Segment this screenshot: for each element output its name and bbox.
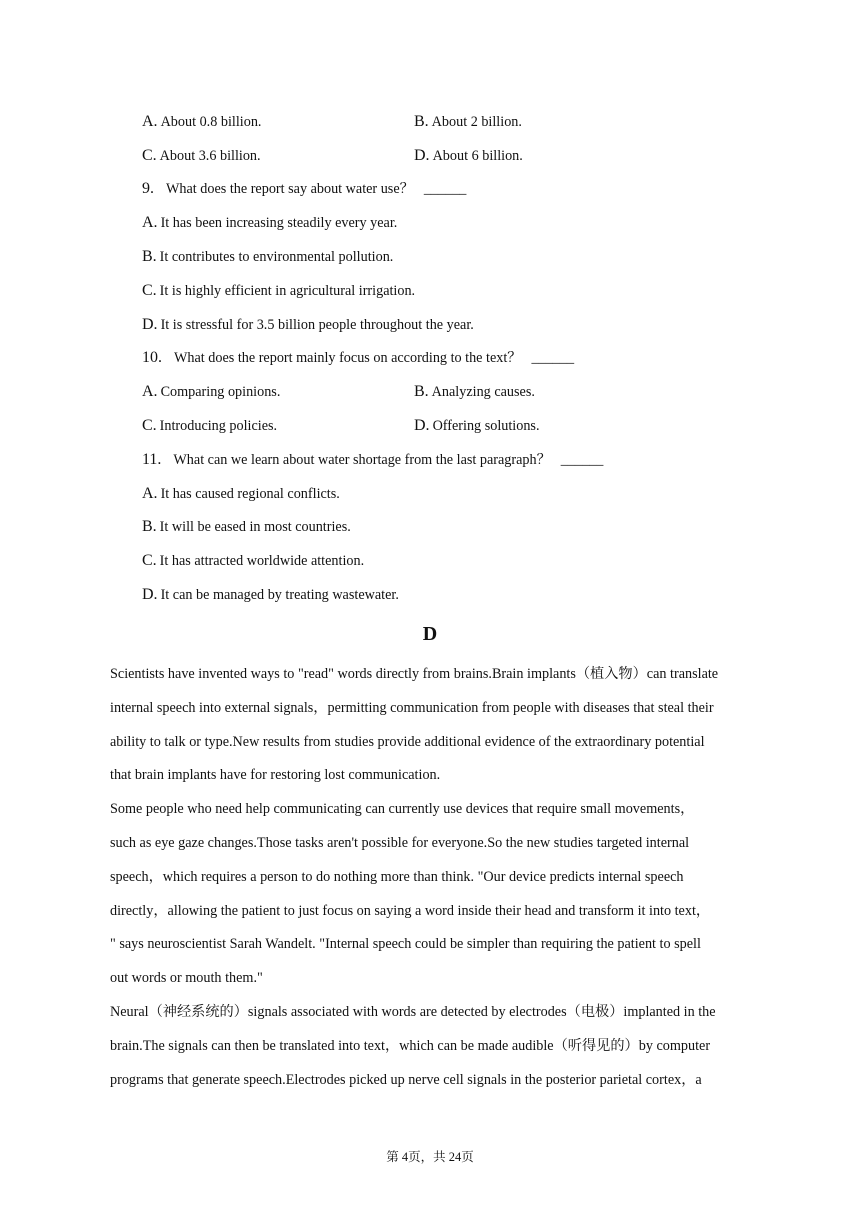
option-letter: B. <box>414 383 429 400</box>
q10-option-a <box>142 383 280 401</box>
q10-option-d <box>414 417 540 435</box>
option-letter: B. <box>414 113 429 130</box>
passage-line: out words or mouth them." <box>110 970 263 986</box>
q11-option-b <box>142 518 351 536</box>
option-text: About 0.8 billion. <box>160 114 262 130</box>
passage-line: internal speech into external signals，permitting communication from people with diseases that steal their <box>110 700 714 716</box>
answer-blank[interactable]: ______ <box>423 181 467 197</box>
passage-line: programs that generate speech.Electrodes picked up nerve cell signals in the posterior parietal cortex，a <box>110 1072 702 1088</box>
question-number: 10. <box>142 349 162 366</box>
option-text: About 6 billion. <box>432 148 523 164</box>
section-heading: D <box>422 623 438 645</box>
option-letter: D. <box>414 147 430 164</box>
question-9-stem <box>142 180 466 198</box>
option-letter: D. <box>142 586 158 603</box>
answer-blank[interactable]: ______ <box>560 452 604 468</box>
option-text: About 2 billion. <box>431 114 522 130</box>
option-letter: A. <box>142 214 158 231</box>
passage-line: Some people who need help communicating can currently use devices that require small movements， <box>110 801 695 817</box>
option-text: It has been increasing steadily every year. <box>160 215 398 231</box>
option-letter: B. <box>142 248 157 265</box>
q8-option-c <box>142 147 261 165</box>
q11-option-c <box>142 552 364 570</box>
option-text: About 3.6 billion. <box>159 148 261 164</box>
option-letter: A. <box>142 113 158 130</box>
q9-option-a <box>142 214 397 232</box>
option-text: Comparing opinions. <box>160 384 281 400</box>
option-text: It contributes to environmental pollution. <box>159 249 394 265</box>
option-text: It can be managed by treating wastewater. <box>160 587 399 603</box>
option-letter: A. <box>142 485 158 502</box>
passage-line: that brain implants have for restoring lost communication. <box>110 767 441 783</box>
passage-line: Neural（神经系统的）signals associated with words are detected by electrodes（电极）implanted in the <box>110 1004 716 1020</box>
option-letter: C. <box>142 282 157 299</box>
q10-option-c <box>142 417 277 435</box>
option-text: It has caused regional conflicts. <box>160 486 340 502</box>
answer-blank[interactable]: ______ <box>531 350 575 366</box>
passage-line: speech，which requires a person to do nothing more than think. "Our device predicts internal speech <box>110 869 684 885</box>
option-letter: A. <box>142 383 158 400</box>
option-text: It will be eased in most countries. <box>159 519 351 535</box>
question-number: 9. <box>142 180 154 197</box>
option-text: Analyzing causes. <box>431 384 535 400</box>
option-text: Introducing policies. <box>159 418 278 434</box>
option-letter: B. <box>142 518 157 535</box>
passage-line: " says neuroscientist Sarah Wandelt. "Internal speech could be simpler than requiring the patient to spell <box>110 936 701 952</box>
passage-line: such as eye gaze changes.Those tasks aren't possible for everyone.So the new studies targeted internal <box>110 835 690 851</box>
question-number: 11. <box>142 451 162 468</box>
option-letter: C. <box>142 417 157 434</box>
page-footer: 第 4页，共 24页 <box>386 1150 474 1164</box>
passage-line: Scientists have invented ways to "read" words directly from brains.Brain implants（植入物）can translate <box>110 666 719 682</box>
option-text: Offering solutions. <box>432 418 540 434</box>
question-text: What does the report say about water use？ <box>166 181 414 197</box>
question-10-stem <box>142 349 574 367</box>
option-letter: C. <box>142 147 157 164</box>
q9-option-d <box>142 316 474 334</box>
q9-option-b <box>142 248 393 266</box>
passage-line: brain.The signals can then be translated into text，which can be made audible（听得见的）by computer <box>110 1038 711 1054</box>
q9-option-c <box>142 282 415 300</box>
q8-option-b <box>414 113 522 131</box>
q8-option-d <box>414 147 523 165</box>
option-text: It has attracted worldwide attention. <box>159 553 365 569</box>
option-text: It is stressful for 3.5 billion people throughout the year. <box>160 317 474 333</box>
passage-line: directly，allowing the patient to just focus on saying a word inside their head and transform it into text， <box>110 903 711 919</box>
q11-option-a <box>142 485 340 503</box>
option-letter: C. <box>142 552 157 569</box>
option-letter: D. <box>414 417 430 434</box>
passage-line: ability to talk or type.New results from studies provide additional evidence of the extraordinary potential <box>110 734 705 750</box>
question-11-stem <box>142 451 603 469</box>
q10-option-b <box>414 383 535 401</box>
option-text: It is highly efficient in agricultural irrigation. <box>159 283 416 299</box>
q8-option-a <box>142 113 261 131</box>
option-letter: D. <box>142 316 158 333</box>
question-text: What can we learn about water shortage from the last paragraph？ <box>173 452 551 468</box>
q11-option-d <box>142 586 399 604</box>
question-text: What does the report mainly focus on according to the text？ <box>174 350 522 366</box>
